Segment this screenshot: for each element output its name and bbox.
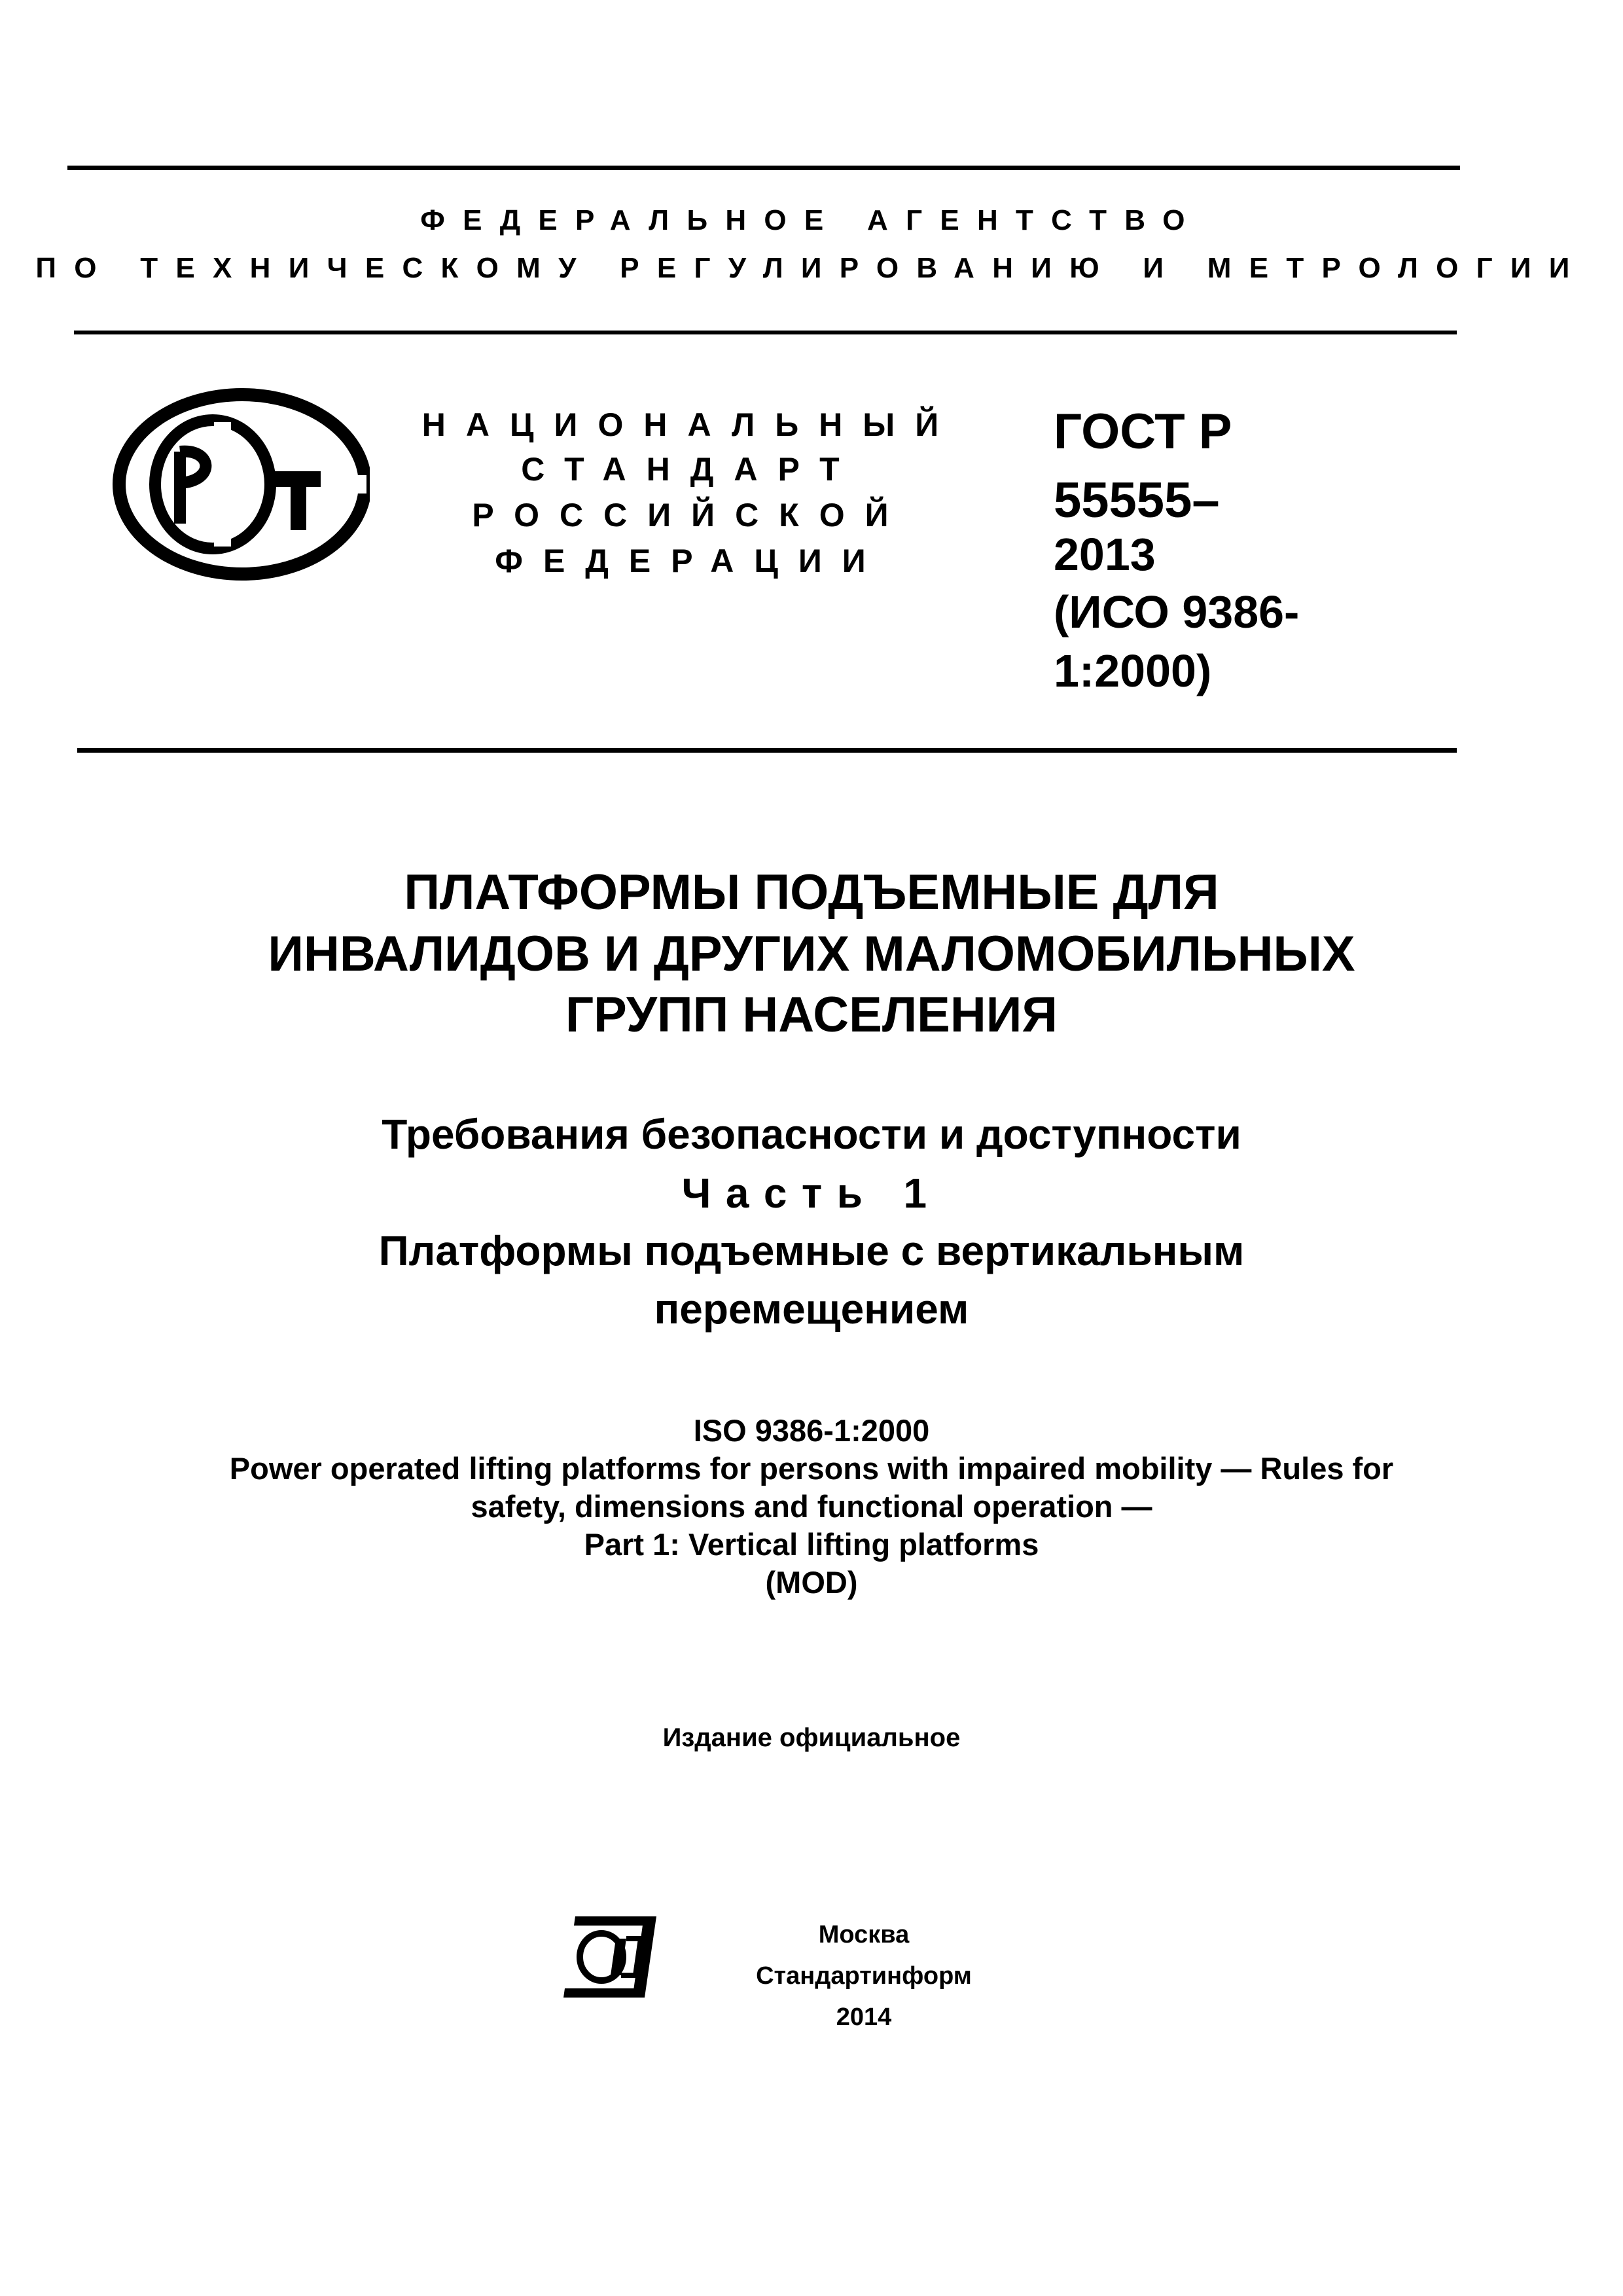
subtitle-line-4: перемещением — [654, 1285, 969, 1333]
title-line-3: ГРУПП НАСЕЛЕНИЯ — [565, 987, 1058, 1043]
agency-line-1: ФЕДЕРАЛЬНОЕ АГЕНТСТВО — [420, 204, 1203, 236]
subtitle-line-3: Платформы подъемные с вертикальным — [378, 1227, 1245, 1274]
designation-line-5: 1:2000) — [1054, 645, 1212, 696]
header-rule — [74, 331, 1457, 334]
designation-line-1: ГОСТ Р — [1054, 404, 1232, 459]
national-standard-line-1: НАЦИОНАЛЬНЫЙ — [421, 406, 959, 443]
national-standard-line-2: СТАНДАРТ — [521, 451, 860, 488]
title-line-2: ИНВАЛИДОВ И ДРУГИХ МАЛОМОБИЛЬНЫХ — [268, 926, 1355, 982]
gost-r-logo — [108, 386, 370, 583]
iso-line-5: (MOD) — [765, 1565, 858, 1600]
top-rule — [67, 166, 1460, 170]
designation-line-3: 2013 — [1054, 529, 1156, 580]
edition-label: Издание официальное — [662, 1723, 961, 1752]
title-line-1: ПЛАТФОРМЫ ПОДЪЕМНЫЕ ДЛЯ — [404, 865, 1219, 920]
standard-block-rule — [77, 748, 1457, 753]
national-standard-line-3: РОССИЙСКОЙ — [472, 497, 909, 533]
publisher-name: Стандартинформ — [756, 1962, 972, 1990]
national-standard-line-4: ФЕДЕРАЦИИ — [495, 543, 886, 579]
subtitle-line-1: Требования безопасности и доступности — [382, 1111, 1241, 1158]
iso-line-2: Power operated lifting platforms for persons with impaired mobility — Rules for — [229, 1451, 1394, 1486]
publisher-city: Москва — [818, 1921, 910, 1948]
publication-year: 2014 — [836, 2003, 892, 2031]
iso-line-1: ISO 9386-1:2000 — [693, 1413, 930, 1448]
iso-line-4: Part 1: Vertical lifting platforms — [584, 1527, 1039, 1562]
part-label: Часть 1 — [681, 1170, 942, 1217]
iso-line-3: safety, dimensions and functional operation — — [471, 1489, 1152, 1524]
standartinform-logo — [561, 1911, 659, 2003]
designation-line-4: (ИСО 9386- — [1054, 586, 1300, 637]
agency-line-2: ПО ТЕХНИЧЕСКОМУ РЕГУЛИРОВАНИЮ И МЕТРОЛОГИИ — [35, 252, 1588, 284]
designation-line-2: 55555– — [1054, 473, 1220, 528]
